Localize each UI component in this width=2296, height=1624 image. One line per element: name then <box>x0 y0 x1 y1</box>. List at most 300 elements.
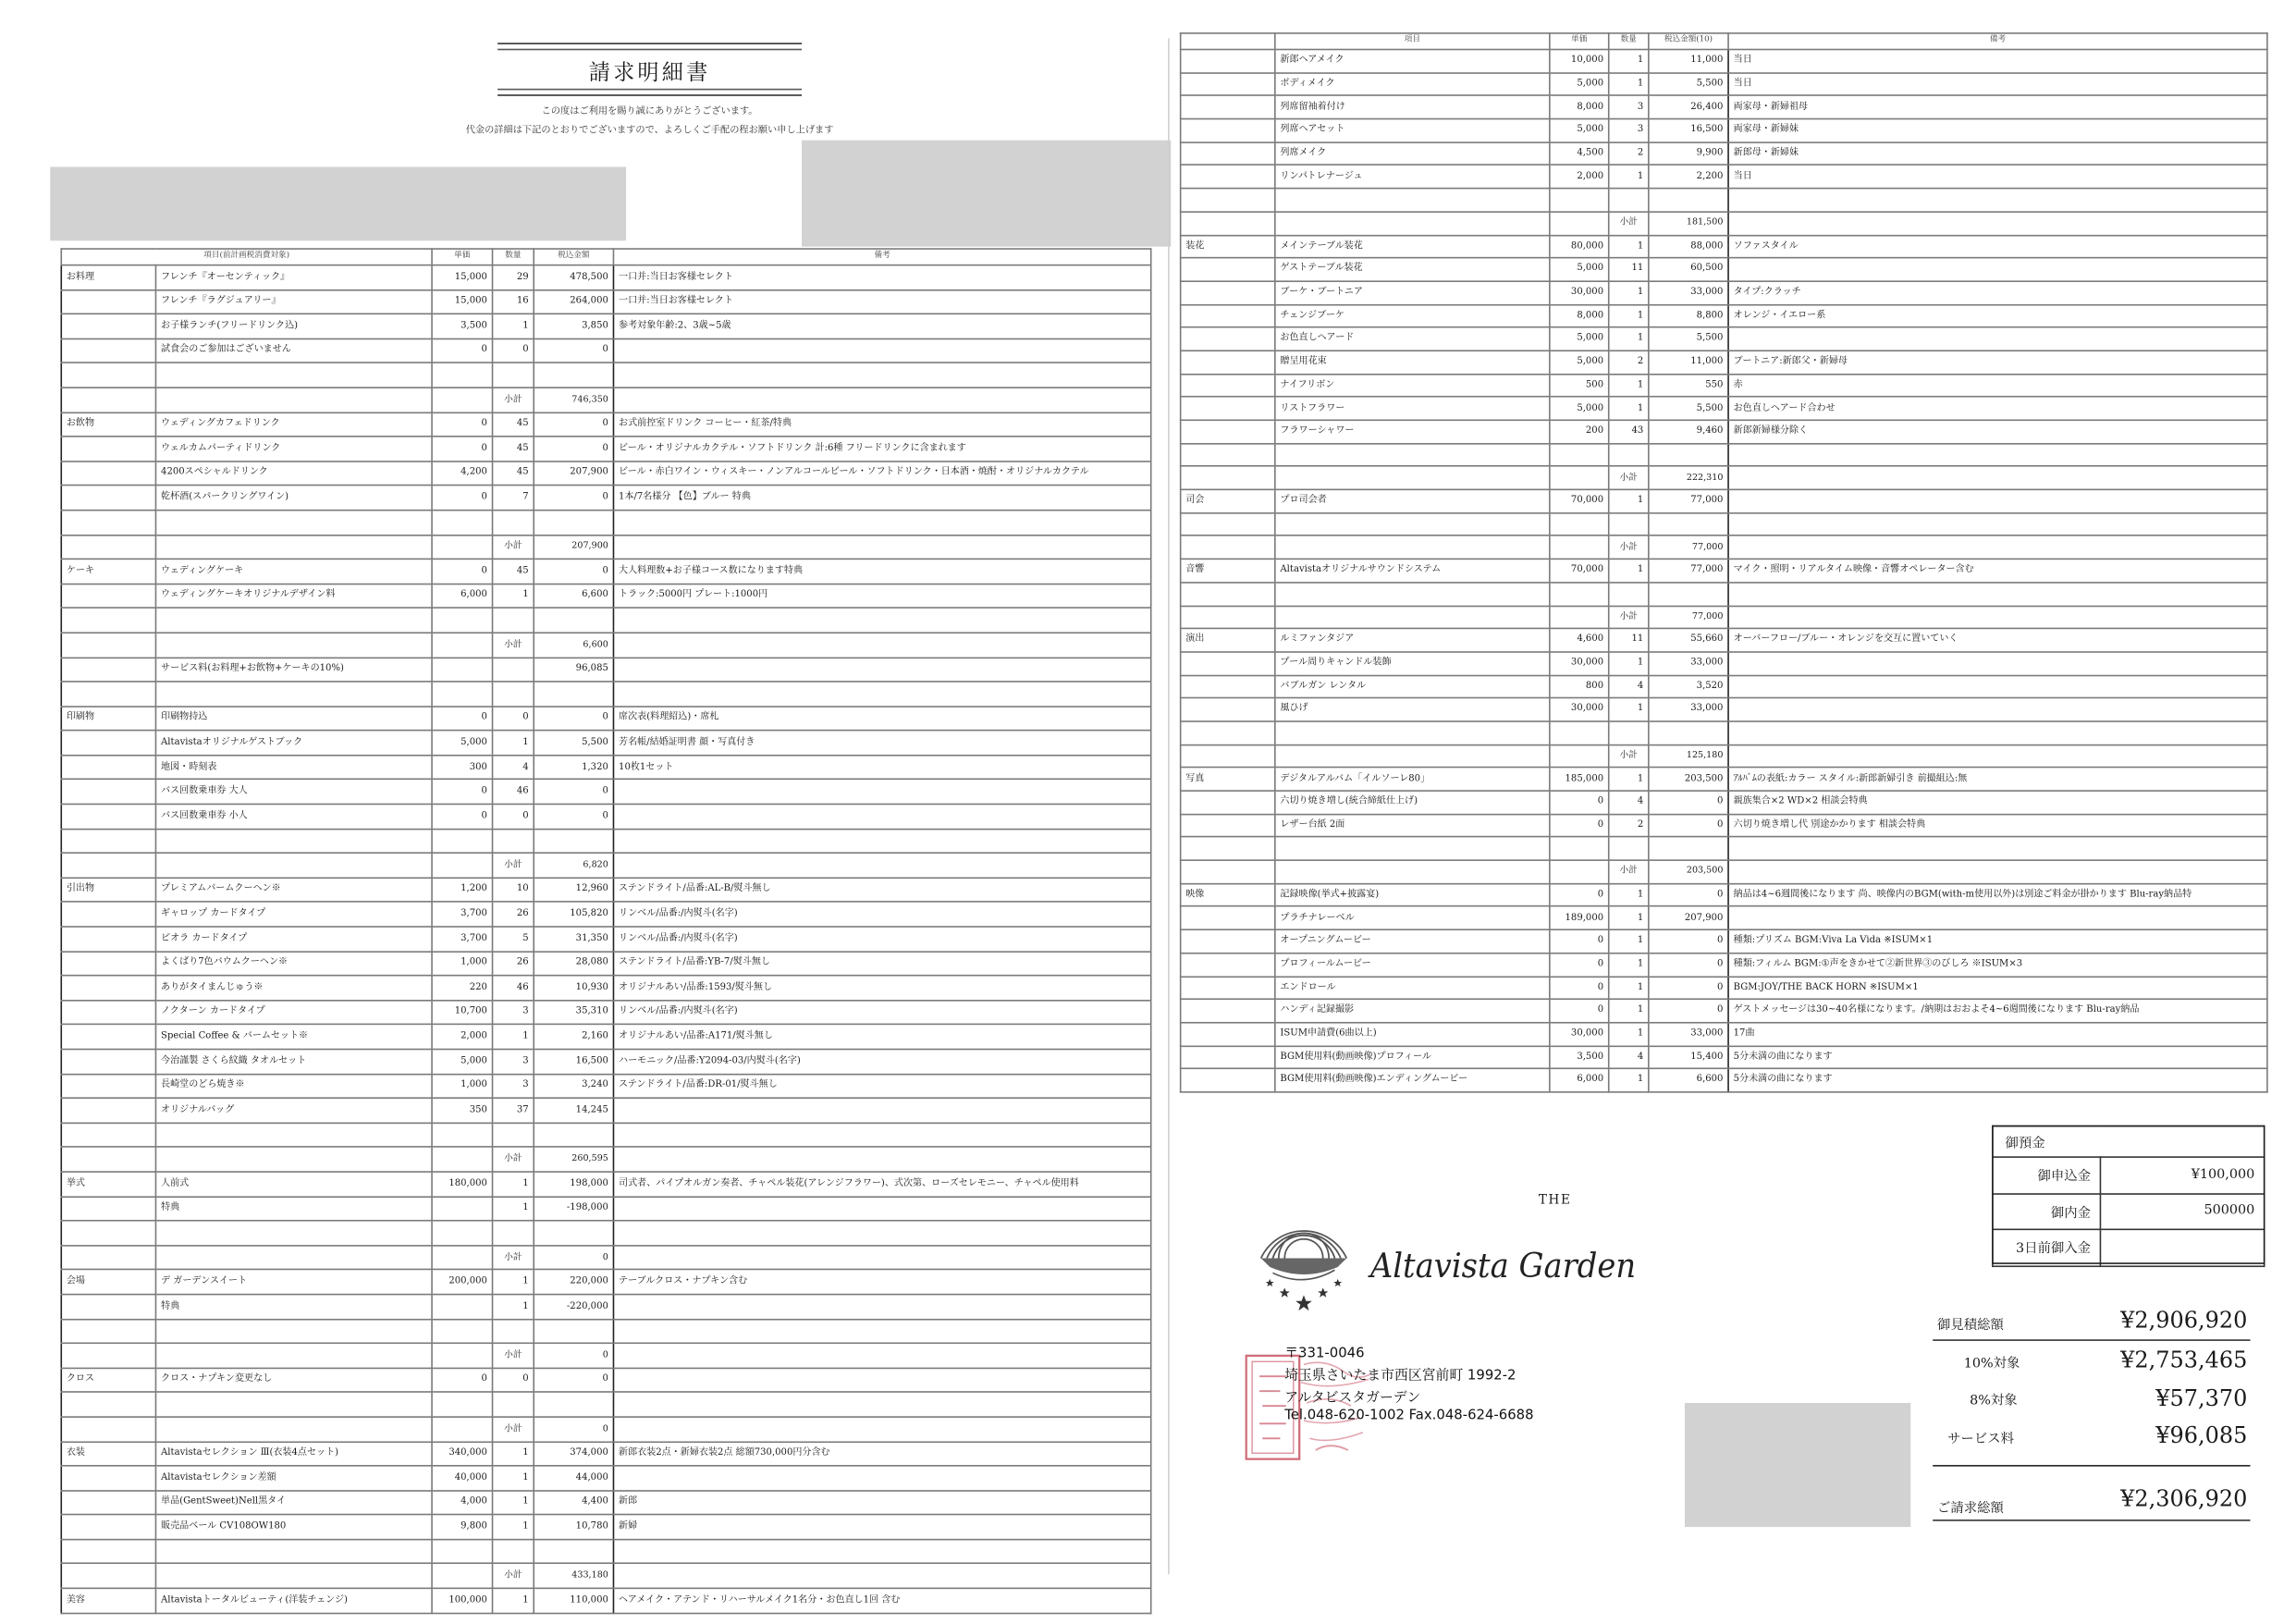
amount-cell: 4,400 <box>534 1490 613 1514</box>
note-cell: 芳名帳/結婚証明書 顔・写真付き <box>613 731 1150 755</box>
header-item: 項目(前計画税消費対象) <box>61 249 432 265</box>
amount-cell <box>534 1123 613 1147</box>
qty-cell: 小計 <box>493 1246 534 1270</box>
note-cell <box>613 1197 1150 1221</box>
table-row <box>61 805 1150 829</box>
table-row <box>61 1441 1150 1465</box>
price-cell: 0 <box>432 805 492 829</box>
category-cell <box>1181 374 1275 397</box>
item-cell <box>1275 860 1550 883</box>
qty-cell: 7 <box>493 486 534 510</box>
note-cell <box>613 1099 1150 1123</box>
category-cell <box>1181 1023 1275 1046</box>
qty-cell: 1 <box>1609 953 1649 976</box>
category-cell <box>1181 791 1275 814</box>
note-cell <box>1728 258 2267 281</box>
item-cell: フレンチ『オーセンティック』 <box>155 265 432 289</box>
item-cell: ウェディングケーキ <box>155 560 432 584</box>
table-row <box>1181 675 2267 698</box>
note-cell: テーブルクロス・ナプキン含む <box>613 1270 1150 1294</box>
price-cell: 185,000 <box>1550 768 1609 791</box>
qty-cell: 10 <box>493 878 534 902</box>
amount-cell: 2,200 <box>1649 166 1728 189</box>
category-cell <box>61 1148 155 1172</box>
amount-cell: -198,000 <box>534 1197 613 1221</box>
category-cell <box>61 1319 155 1343</box>
note-cell <box>613 363 1150 388</box>
category-cell <box>1181 976 1275 999</box>
item-cell: クロス・ナプキン変更なし <box>155 1368 432 1392</box>
subtotal-row <box>1181 606 2267 629</box>
category-cell <box>61 535 155 559</box>
table-row <box>1181 953 2267 976</box>
qty-cell: 16 <box>493 289 534 314</box>
table-row <box>1181 583 2267 606</box>
table-row <box>1181 1023 2267 1046</box>
table-row <box>1181 327 2267 351</box>
note-cell: トラック:5000円 プレート:1000円 <box>613 584 1150 608</box>
item-cell: 地図・時刻表 <box>155 756 432 780</box>
table-row <box>1181 351 2267 374</box>
item-cell: ウェディングカフェドリンク <box>155 412 432 437</box>
amount-cell: 8,800 <box>1649 304 1728 327</box>
category-cell <box>61 1099 155 1123</box>
item-cell: 人前式 <box>155 1172 432 1196</box>
amount-cell: 125,180 <box>1649 744 1728 768</box>
amount-cell <box>1649 837 1728 860</box>
note-cell <box>613 1246 1150 1270</box>
estimate-total-value: ¥2,906,920 <box>2120 1307 2248 1334</box>
table-row <box>61 511 1150 535</box>
table-row <box>61 1368 1150 1392</box>
qty-cell: 小計 <box>1609 744 1649 768</box>
amount-cell <box>1649 583 1728 606</box>
category-cell <box>1181 119 1275 142</box>
table-row <box>61 437 1150 461</box>
category-cell <box>1181 583 1275 606</box>
category-cell <box>1181 281 1275 304</box>
table-header-row <box>61 249 1150 265</box>
table-row <box>61 363 1150 388</box>
qty-cell <box>493 363 534 388</box>
qty-cell: 1 <box>493 1490 534 1514</box>
amount-cell: 15,400 <box>1649 1046 1728 1069</box>
note-cell: オーバーフロー/ブルー・オレンジを交互に置いていく <box>1728 629 2267 652</box>
amount-cell: 260,595 <box>534 1148 613 1172</box>
price-cell: 500 <box>1550 374 1609 397</box>
item-cell <box>155 1221 432 1245</box>
note-cell <box>1728 443 2267 466</box>
intro-line-2: 代金の詳細は下記のとおりでございますので、よろしくご手配の程お願い申し上げます <box>465 124 834 136</box>
amount-cell <box>1649 721 1728 744</box>
amount-cell <box>534 511 613 535</box>
price-cell: 0 <box>1550 1000 1609 1023</box>
note-cell <box>613 1148 1150 1172</box>
table-row <box>61 1221 1150 1245</box>
item-cell: 単品(GentSweet)Nell黒タイ <box>155 1490 432 1514</box>
qty-cell: 45 <box>493 437 534 461</box>
qty-cell <box>493 1221 534 1245</box>
item-cell: ウェルカムパーティドリンク <box>155 437 432 461</box>
category-cell <box>1181 212 1275 235</box>
category-cell <box>1181 166 1275 189</box>
qty-cell: 2 <box>1609 814 1649 837</box>
price-cell <box>1550 583 1609 606</box>
amount-cell: 550 <box>1649 374 1728 397</box>
note-cell <box>613 829 1150 853</box>
price-cell: 0 <box>432 780 492 804</box>
price-cell <box>432 829 492 853</box>
item-cell: レザー台紙 2面 <box>1275 814 1550 837</box>
amount-cell: 5,500 <box>1649 73 1728 96</box>
table-row <box>61 1490 1150 1514</box>
category-cell <box>61 1001 155 1025</box>
category-cell <box>61 1564 155 1588</box>
table-row <box>61 927 1150 951</box>
subtotal-row <box>1181 212 2267 235</box>
item-cell <box>1275 536 1550 560</box>
qty-cell: 3 <box>493 1001 534 1025</box>
note-cell: 新郎母・新婦妹 <box>1728 142 2267 166</box>
note-cell: 両家母・新婦祖母 <box>1728 96 2267 119</box>
note-cell: ｱﾙﾊﾞﾑの表紙:カラー スタイル:新郎新婦引き 前撮組込:無 <box>1728 768 2267 791</box>
amount-cell: 28,080 <box>534 952 613 976</box>
price-cell: 4,000 <box>432 1490 492 1514</box>
qty-cell <box>493 1392 534 1416</box>
amount-cell: 2,160 <box>534 1025 613 1049</box>
amount-cell: 10,780 <box>534 1515 613 1539</box>
item-cell: サービス料(お料理+お飲物+ケーキの10%) <box>155 658 432 682</box>
category-cell <box>61 1490 155 1514</box>
table-row <box>61 1319 1150 1343</box>
category-cell <box>1181 744 1275 768</box>
amount-cell <box>534 609 613 633</box>
category-cell <box>1181 1069 1275 1092</box>
table-row <box>1181 721 2267 744</box>
qty-cell: 1 <box>1609 883 1649 906</box>
amount-cell: 35,310 <box>534 1001 613 1025</box>
table-row <box>61 829 1150 853</box>
subtotal-row <box>61 388 1150 412</box>
note-cell: 10枚1セット <box>613 756 1150 780</box>
amount-cell: 16,500 <box>534 1050 613 1074</box>
category-cell <box>61 1392 155 1416</box>
table-row <box>1181 374 2267 397</box>
note-cell <box>1728 466 2267 489</box>
amount-cell: 14,245 <box>534 1099 613 1123</box>
price-cell: 0 <box>432 412 492 437</box>
item-cell: デジタルアルバム「イルソーレ80」 <box>1275 768 1550 791</box>
amount-cell: 11,000 <box>1649 351 1728 374</box>
amount-cell: 77,000 <box>1649 606 1728 629</box>
subtotal-row <box>1181 536 2267 560</box>
qty-cell: 1 <box>1609 768 1649 791</box>
amount-cell: 0 <box>534 805 613 829</box>
note-cell <box>613 682 1150 706</box>
qty-cell: 1 <box>1609 327 1649 351</box>
price-cell <box>432 1197 492 1221</box>
item-cell: プロ司会者 <box>1275 489 1550 512</box>
qty-cell: 1 <box>493 1270 534 1294</box>
category-cell <box>61 388 155 412</box>
item-cell: ピオラ カードタイプ <box>155 927 432 951</box>
qty-cell <box>493 511 534 535</box>
note-cell: 当日 <box>1728 166 2267 189</box>
invoice-table-right <box>1180 32 2268 1092</box>
table-row <box>1181 489 2267 512</box>
category-cell <box>61 584 155 608</box>
qty-cell: 1 <box>1609 1023 1649 1046</box>
note-cell: 当日 <box>1728 73 2267 96</box>
qty-cell: 1 <box>493 731 534 755</box>
price-cell <box>432 1319 492 1343</box>
qty-cell: 45 <box>493 461 534 486</box>
amount-cell <box>1649 189 1728 212</box>
qty-cell: 45 <box>493 560 534 584</box>
redacted-info-block <box>1685 1403 1910 1527</box>
category-cell <box>1181 698 1275 721</box>
qty-cell: 1 <box>493 1025 534 1049</box>
category-cell <box>1181 258 1275 281</box>
note-cell <box>1728 536 2267 560</box>
category-cell <box>61 658 155 682</box>
note-cell <box>613 854 1150 878</box>
price-cell: 0 <box>1550 883 1609 906</box>
qty-cell: 3 <box>493 1050 534 1074</box>
price-cell: 30,000 <box>1550 1023 1609 1046</box>
item-cell: ブーケ・ブートニア <box>1275 281 1550 304</box>
note-cell: 新郎衣装2点・新婦衣装2点 総額730,000円分含む <box>613 1441 1150 1465</box>
price-cell: 5,000 <box>432 731 492 755</box>
note-cell: ソファスタイル <box>1728 235 2267 258</box>
price-cell <box>1550 512 1609 535</box>
amount-cell: -220,000 <box>534 1294 613 1318</box>
category-cell <box>61 976 155 1000</box>
category-cell <box>1181 652 1275 675</box>
note-cell: 一口并:当日お客様セレクト <box>613 265 1150 289</box>
amount-cell <box>534 1539 613 1563</box>
item-cell: フレンチ『ラグジュアリー』 <box>155 289 432 314</box>
category-cell <box>1181 906 1275 929</box>
header-amount: 税込金額 <box>534 249 613 265</box>
amount-cell: 0 <box>534 1417 613 1441</box>
table-row <box>1181 96 2267 119</box>
deposit-border <box>1992 1126 2265 1264</box>
table-row <box>61 1099 1150 1123</box>
price-cell <box>432 1246 492 1270</box>
qty-cell: 1 <box>1609 166 1649 189</box>
item-cell <box>155 1539 432 1563</box>
amount-cell: 207,900 <box>534 535 613 559</box>
note-cell: オリジナルあい/品番:A171/熨斗無し <box>613 1025 1150 1049</box>
item-cell: よくばり7色バウムクーヘン※ <box>155 952 432 976</box>
category-cell <box>61 1074 155 1098</box>
amount-cell: 88,000 <box>1649 235 1728 258</box>
amount-cell: 6,600 <box>534 633 613 657</box>
item-cell: ギャロップ カードタイプ <box>155 903 432 927</box>
note-cell: 席次表(料理紹込)・席札 <box>613 707 1150 731</box>
amount-cell: 6,600 <box>534 584 613 608</box>
price-cell <box>432 1294 492 1318</box>
category-cell <box>1181 397 1275 420</box>
price-cell <box>1550 466 1609 489</box>
amount-cell: 220,000 <box>534 1270 613 1294</box>
table-row <box>61 1539 1150 1563</box>
category-cell <box>61 952 155 976</box>
note-cell: 大人料理数+お子様コース数になります特典 <box>613 560 1150 584</box>
deposit-heading: 御預金 <box>1993 1126 2265 1158</box>
qty-cell: 11 <box>1609 258 1649 281</box>
category-cell <box>61 805 155 829</box>
category-cell <box>61 780 155 804</box>
price-cell: 4,200 <box>432 461 492 486</box>
category-cell: 挙式 <box>61 1172 155 1196</box>
estimate-total-label: 御見積総額 <box>1937 1318 2004 1334</box>
item-cell: 今治謹製 さくら紋織 タオルセット <box>155 1050 432 1074</box>
price-cell: 5,000 <box>1550 73 1609 96</box>
item-cell <box>1275 466 1550 489</box>
item-cell <box>1275 189 1550 212</box>
item-cell: 特典 <box>155 1197 432 1221</box>
table-row <box>61 1392 1150 1416</box>
category-cell <box>61 511 155 535</box>
qty-cell: 小計 <box>493 633 534 657</box>
price-cell: 40,000 <box>432 1466 492 1490</box>
price-cell: 0 <box>1550 976 1609 999</box>
qty-cell: 小計 <box>493 1148 534 1172</box>
qty-cell: 3 <box>493 1074 534 1098</box>
address-postal: 〒331-0046 <box>1284 1345 1365 1362</box>
price-cell <box>1550 606 1609 629</box>
qty-cell: 1 <box>1609 976 1649 999</box>
category-cell <box>61 338 155 363</box>
qty-cell <box>493 829 534 853</box>
item-cell: ボディメイク <box>1275 73 1550 96</box>
price-cell <box>432 854 492 878</box>
price-cell: 8,000 <box>1550 304 1609 327</box>
note-cell <box>1728 698 2267 721</box>
price-cell: 5,000 <box>432 1050 492 1074</box>
item-cell <box>1275 443 1550 466</box>
amount-cell: 0 <box>534 560 613 584</box>
amount-cell: 12,960 <box>534 878 613 902</box>
intro-line-1: この度はご利用を賜り誠にありがとうございます。 <box>541 105 758 117</box>
qty-cell <box>1609 721 1649 744</box>
amount-cell: 0 <box>534 1368 613 1392</box>
item-cell: バス回数乗車券 小人 <box>155 805 432 829</box>
item-cell <box>1275 744 1550 768</box>
item-cell: 乾杯酒(スパークリングワイン) <box>155 486 432 510</box>
qty-cell: 45 <box>493 412 534 437</box>
note-cell: 親族集合×2 WD×2 相談会特典 <box>1728 791 2267 814</box>
price-cell <box>1550 536 1609 560</box>
qty-cell: 1 <box>1609 489 1649 512</box>
amount-cell: 33,000 <box>1649 698 1728 721</box>
price-cell <box>1550 443 1609 466</box>
amount-cell: 3,240 <box>534 1074 613 1098</box>
header-qty: 数量 <box>1609 33 1649 50</box>
item-cell <box>1275 512 1550 535</box>
invoice-table-left <box>60 248 1151 1613</box>
price-cell: 10,700 <box>432 1001 492 1025</box>
price-cell: 1,000 <box>432 952 492 976</box>
note-cell <box>1728 189 2267 212</box>
price-cell: 189,000 <box>1550 906 1609 929</box>
price-cell: 800 <box>1550 675 1609 698</box>
subtotal-row <box>1181 860 2267 883</box>
item-cell <box>155 1343 432 1367</box>
note-cell: オレンジ・イエロー系 <box>1728 304 2267 327</box>
category-cell <box>1181 814 1275 837</box>
qty-cell: 0 <box>493 1368 534 1392</box>
price-cell <box>432 1148 492 1172</box>
category-cell <box>1181 837 1275 860</box>
note-cell <box>613 609 1150 633</box>
note-cell <box>613 805 1150 829</box>
price-cell <box>432 1392 492 1416</box>
table-row <box>1181 929 2267 953</box>
qty-cell: 46 <box>493 780 534 804</box>
category-cell <box>1181 420 1275 443</box>
table-row <box>1181 629 2267 652</box>
amount-cell: 0 <box>534 338 613 363</box>
price-cell: 70,000 <box>1550 489 1609 512</box>
category-cell <box>61 1123 155 1147</box>
note-cell <box>1728 744 2267 768</box>
note-cell: ハーモニック/品番:Y2094-03/内熨斗(名字) <box>613 1050 1150 1074</box>
amount-cell: 0 <box>1649 791 1728 814</box>
price-cell: 15,000 <box>432 265 492 289</box>
qty-cell: 3 <box>1609 119 1649 142</box>
category-cell <box>61 1197 155 1221</box>
price-cell: 1,200 <box>432 878 492 902</box>
category-cell <box>61 1417 155 1441</box>
qty-cell: 1 <box>1609 374 1649 397</box>
item-cell: Altavistaセレクション差額 <box>155 1466 432 1490</box>
table-row <box>1181 142 2267 166</box>
note-cell: ブートニア:新郎父・新婦母 <box>1728 351 2267 374</box>
note-cell <box>1728 327 2267 351</box>
price-cell: 200 <box>1550 420 1609 443</box>
qty-cell <box>493 609 534 633</box>
category-cell: 会場 <box>61 1270 155 1294</box>
item-cell: 風ひげ <box>1275 698 1550 721</box>
address-contact: Tel.048-620-1002 Fax.048-624-6688 <box>1284 1407 1534 1424</box>
item-cell: フラワーシャワー <box>1275 420 1550 443</box>
price-cell <box>1550 212 1609 235</box>
amount-cell: 77,000 <box>1649 489 1728 512</box>
note-cell: 参考対象年齢:2、3歳~5歳 <box>613 314 1150 338</box>
qty-cell: 1 <box>493 1197 534 1221</box>
qty-cell: 1 <box>1609 698 1649 721</box>
qty-cell: 1 <box>1609 560 1649 583</box>
subtotal-row <box>61 1343 1150 1367</box>
price-cell <box>432 633 492 657</box>
table-row <box>1181 189 2267 212</box>
note-cell <box>613 780 1150 804</box>
price-cell: 200,000 <box>432 1270 492 1294</box>
note-cell <box>613 1319 1150 1343</box>
note-cell: 一口并:当日お客様セレクト <box>613 289 1150 314</box>
page-title: 請求明細書 <box>588 62 711 86</box>
price-cell: 0 <box>1550 791 1609 814</box>
category-cell <box>1181 304 1275 327</box>
qty-cell: 4 <box>1609 791 1649 814</box>
price-cell <box>432 1564 492 1588</box>
table-row <box>61 1466 1150 1490</box>
billing-total-value: ¥2,306,920 <box>2120 1485 2248 1513</box>
price-cell: 30,000 <box>1550 281 1609 304</box>
